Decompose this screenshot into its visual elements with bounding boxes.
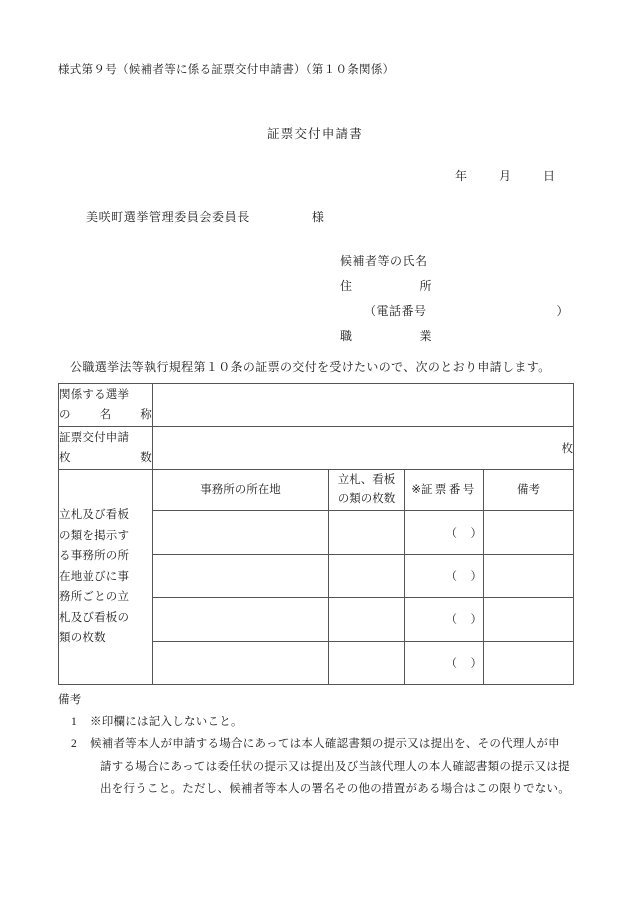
cell-location[interactable]: [153, 511, 329, 554]
office-label-line-2: の類を掲示す: [59, 529, 130, 542]
applicant-address-label: 住 所: [340, 279, 432, 293]
column-header-certificate-number: [405, 470, 484, 511]
note-body-2: [90, 733, 578, 800]
applicant-occupation-row: [340, 324, 569, 349]
cell-signboard-count[interactable]: [329, 598, 405, 641]
column-header-location: 事務所の所在地: [153, 470, 329, 511]
cell-location[interactable]: [153, 554, 329, 597]
addressee-name: 美咲町選挙管理委員会委員長: [86, 210, 250, 224]
cell-signboard-count[interactable]: [329, 554, 405, 597]
office-label-line-3: る事務所の所: [59, 550, 130, 563]
election-name-label-line1: 関係する選挙: [59, 389, 130, 401]
date-month-label: 月: [499, 169, 512, 183]
table-row-office-headers: [59, 470, 574, 511]
date-day-label: 日: [543, 169, 556, 183]
cell-remarks[interactable]: [484, 598, 574, 641]
applicant-phone-label: （電話番号: [364, 304, 427, 318]
cell-certificate-number[interactable]: （ ）: [405, 641, 484, 684]
office-section-label-cell: [59, 470, 153, 685]
cell-remarks[interactable]: [484, 641, 574, 684]
note-body-1: [90, 711, 578, 733]
cell-certificate-number[interactable]: （ ）: [405, 511, 484, 554]
election-name-label-line2: の 名 称: [59, 409, 152, 421]
note-2-line-3: 出を行うこと。ただし、候補者等本人の署名その他の措置がある場合はこの限りでない。: [100, 783, 570, 796]
applicant-occupation-label: 職 業: [340, 329, 432, 343]
note-number-2: 2: [71, 738, 77, 751]
applicant-phone-row: [340, 299, 569, 324]
office-label-line-1: 立札及び看板: [59, 508, 130, 521]
document-title: 証票交付申請書: [267, 127, 363, 141]
certificate-count-label-line2: 枚 数: [59, 452, 152, 464]
date-line: [455, 167, 556, 184]
certificate-count-value-cell[interactable]: [153, 427, 574, 470]
notes-title: 備考: [58, 694, 82, 706]
office-label-line-4: 在地並びに事: [59, 570, 130, 583]
certificate-number-header-text: 証票番号: [421, 483, 477, 496]
lead-sentence: 公職選挙法等執行規程第１０条の証票の交付を受けたいので、次のとおり申請します。: [70, 360, 551, 374]
applicant-info-block: [340, 249, 569, 349]
form-number-line: 様式第９号（候補者等に係る証票交付申請書）（第１０条関係）: [58, 64, 395, 76]
note-item-1: [58, 711, 578, 733]
certificate-count-label-cell: [59, 427, 153, 470]
note-2-line-2: 請する場合にあっては委任状の提示又は提出及び当該代理人の本人確認書類の提示又は提: [100, 760, 570, 773]
office-label-line-5: 務所ごとの立: [59, 591, 130, 604]
cell-signboard-count[interactable]: [329, 641, 405, 684]
addressee-honorific: 様: [311, 210, 325, 224]
column-header-signboard-count: [329, 470, 405, 511]
certificate-count-unit: 枚: [561, 443, 573, 455]
election-name-value-cell[interactable]: [153, 384, 574, 427]
certificate-count-label-line1: 証票交付申請: [59, 432, 130, 444]
office-label-line-7: 類の枚数: [59, 632, 106, 645]
addressee: [86, 208, 324, 225]
office-label-line-6: 札及び看板の: [59, 611, 130, 624]
date-year-label: 年: [455, 169, 468, 183]
application-table: [58, 383, 574, 685]
column-header-remarks: 備考: [484, 470, 574, 511]
applicant-phone-close-paren: ）: [556, 304, 570, 318]
election-name-label-cell: [59, 384, 153, 427]
applicant-name-label: 候補者等の氏名: [340, 254, 428, 268]
cell-signboard-count[interactable]: [329, 511, 405, 554]
table-row-certificate-count: [59, 427, 574, 470]
note-number-1: 1: [71, 716, 77, 728]
cell-remarks[interactable]: [484, 554, 574, 597]
cell-location[interactable]: [153, 598, 329, 641]
notes-section: [58, 689, 578, 801]
cell-certificate-number[interactable]: （ ）: [405, 554, 484, 597]
note-2-line-1: 候補者等本人が申請する場合にあっては本人確認書類の提示又は提出を、その代理人が申: [90, 738, 560, 751]
cell-location[interactable]: [153, 641, 329, 684]
cell-remarks[interactable]: [484, 511, 574, 554]
applicant-name-row: [340, 249, 569, 274]
note-1-line-1: ※印欄には記入しないこと。: [90, 716, 243, 728]
certificate-number-mark: ※: [411, 483, 422, 496]
applicant-address-row: [340, 274, 569, 299]
signboard-count-header-line2: の類の枚数: [337, 493, 396, 506]
cell-certificate-number[interactable]: （ ）: [405, 598, 484, 641]
table-row-election-name: [59, 384, 574, 427]
signboard-count-header-line1: 立札、看板: [337, 474, 396, 487]
note-item-2: [58, 733, 578, 800]
